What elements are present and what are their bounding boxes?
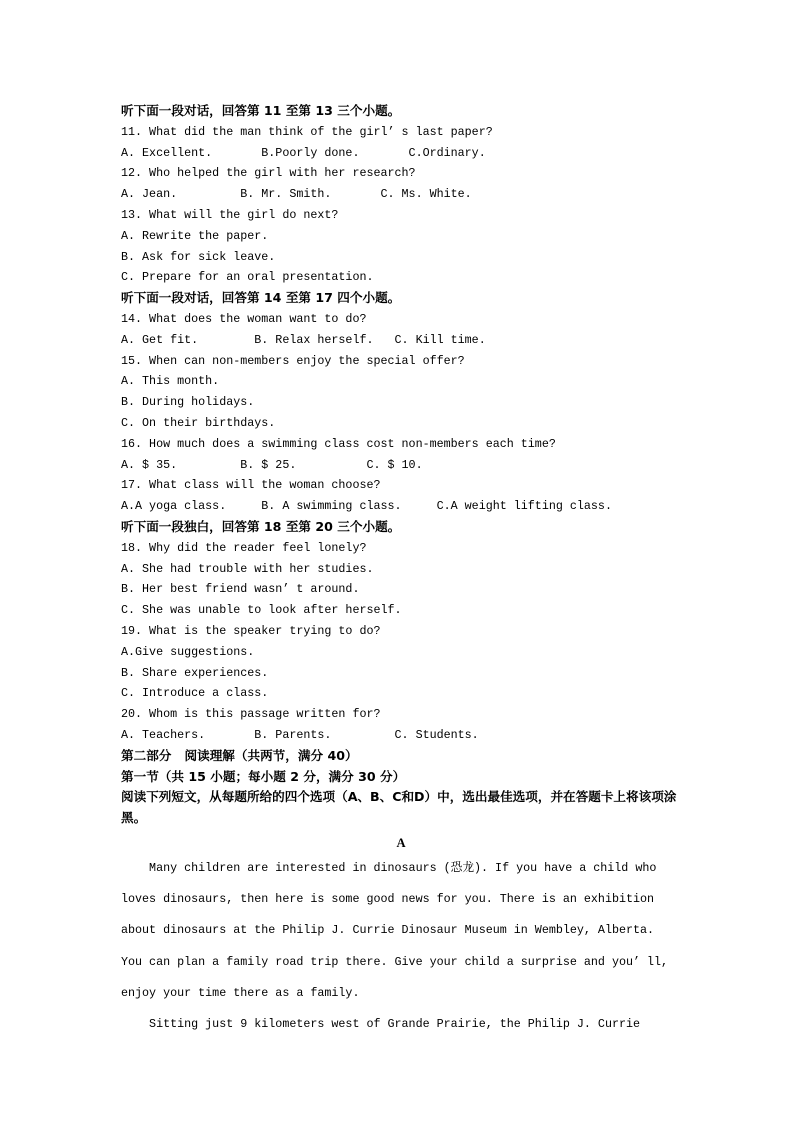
text-line: A. She had trouble with her studies.: [121, 561, 374, 576]
text-line: A. $ 35. B. $ 25. C. $ 10.: [121, 457, 423, 472]
passage-title: A: [396, 835, 406, 850]
text-line: A.Give suggestions.: [121, 644, 255, 659]
text-line: B. Share experiences.: [121, 665, 269, 680]
text-line: A. Excellent. B.Poorly done. C.Ordinary.: [121, 145, 486, 160]
text-line: 17. What class will the woman choose?: [121, 478, 381, 493]
text-line: A.A yoga class. B. A swimming class. C.A weight lifting class.: [121, 499, 612, 514]
text-line: A. Teachers. B. Parents. C. Students.: [121, 727, 479, 742]
text-line: 13. What will the girl do next?: [121, 207, 339, 222]
section-heading: 第二部分 阅读理解（共两节，满分 40）: [121, 747, 358, 763]
text-line: 16. How much does a swimming class cost non-members each time?: [121, 436, 556, 451]
text-line: A. Get fit. B. Relax herself. C. Kill time.: [121, 332, 486, 347]
text-line: 20. Whom is this passage written for?: [121, 707, 381, 722]
text-line: B. Ask for sick leave.: [121, 249, 276, 264]
text-line: A. This month.: [121, 374, 220, 389]
text-line: 12. Who helped the girl with her research?: [121, 166, 416, 181]
document-page: [121, 101, 681, 1041]
text-line: C. She was unable to look after herself.: [121, 603, 402, 618]
text-line: 19. What is the speaker trying to do?: [121, 623, 381, 638]
text-line: 11. What did the man think of the girl’ s last paper?: [121, 124, 493, 139]
text-line: A. Rewrite the paper.: [121, 228, 269, 243]
passage-line: enjoy your time there as a family.: [121, 986, 360, 1001]
passage-line: You can plan a family road trip there. Give your child a surprise and you’ ll,: [121, 954, 669, 969]
text-line: C. Introduce a class.: [121, 686, 269, 701]
text-line: A. Jean. B. Mr. Smith. C. Ms. White.: [121, 187, 472, 202]
text-line: C. On their birthdays.: [121, 415, 276, 430]
passage-line: about dinosaurs at the Philip J. Currie Dinosaur Museum in Wembley, Alberta.: [121, 923, 655, 938]
section-heading: 听下面一段独白，回答第 18 至第 20 三个小题。: [121, 518, 401, 534]
section-heading: 听下面一段对话，回答第 14 至第 17 四个小题。: [121, 290, 401, 306]
section-heading: 第一节（共 15 小题；每小题 2 分，满分 30 分）: [121, 768, 406, 784]
passage-line: Many children are interested in dinosaurs (恐龙). If you have a child who: [121, 860, 657, 875]
passage-line: Sitting just 9 kilometers west of Grande Prairie, the Philip J. Currie: [121, 1017, 641, 1032]
text-line: B. Her best friend wasn’ t around.: [121, 582, 360, 597]
text-line: C. Prepare for an oral presentation.: [121, 270, 374, 285]
section-heading: 阅读下列短文，从每题所给的四个选项（A、B、C和D）中，选出最佳选项，并在答题卡上将该项涂黑。: [121, 789, 677, 826]
text-line: 14. What does the woman want to do?: [121, 311, 367, 326]
text-line: B. During holidays.: [121, 395, 255, 410]
text-line: 18. Why did the reader feel lonely?: [121, 540, 367, 555]
section-heading: 听下面一段对话，回答第 11 至第 13 三个小题。: [121, 103, 401, 118]
text-line: 15. When can non-members enjoy the special offer?: [121, 353, 465, 368]
passage-line: loves dinosaurs, then here is some good news for you. There is an exhibition: [121, 892, 655, 907]
